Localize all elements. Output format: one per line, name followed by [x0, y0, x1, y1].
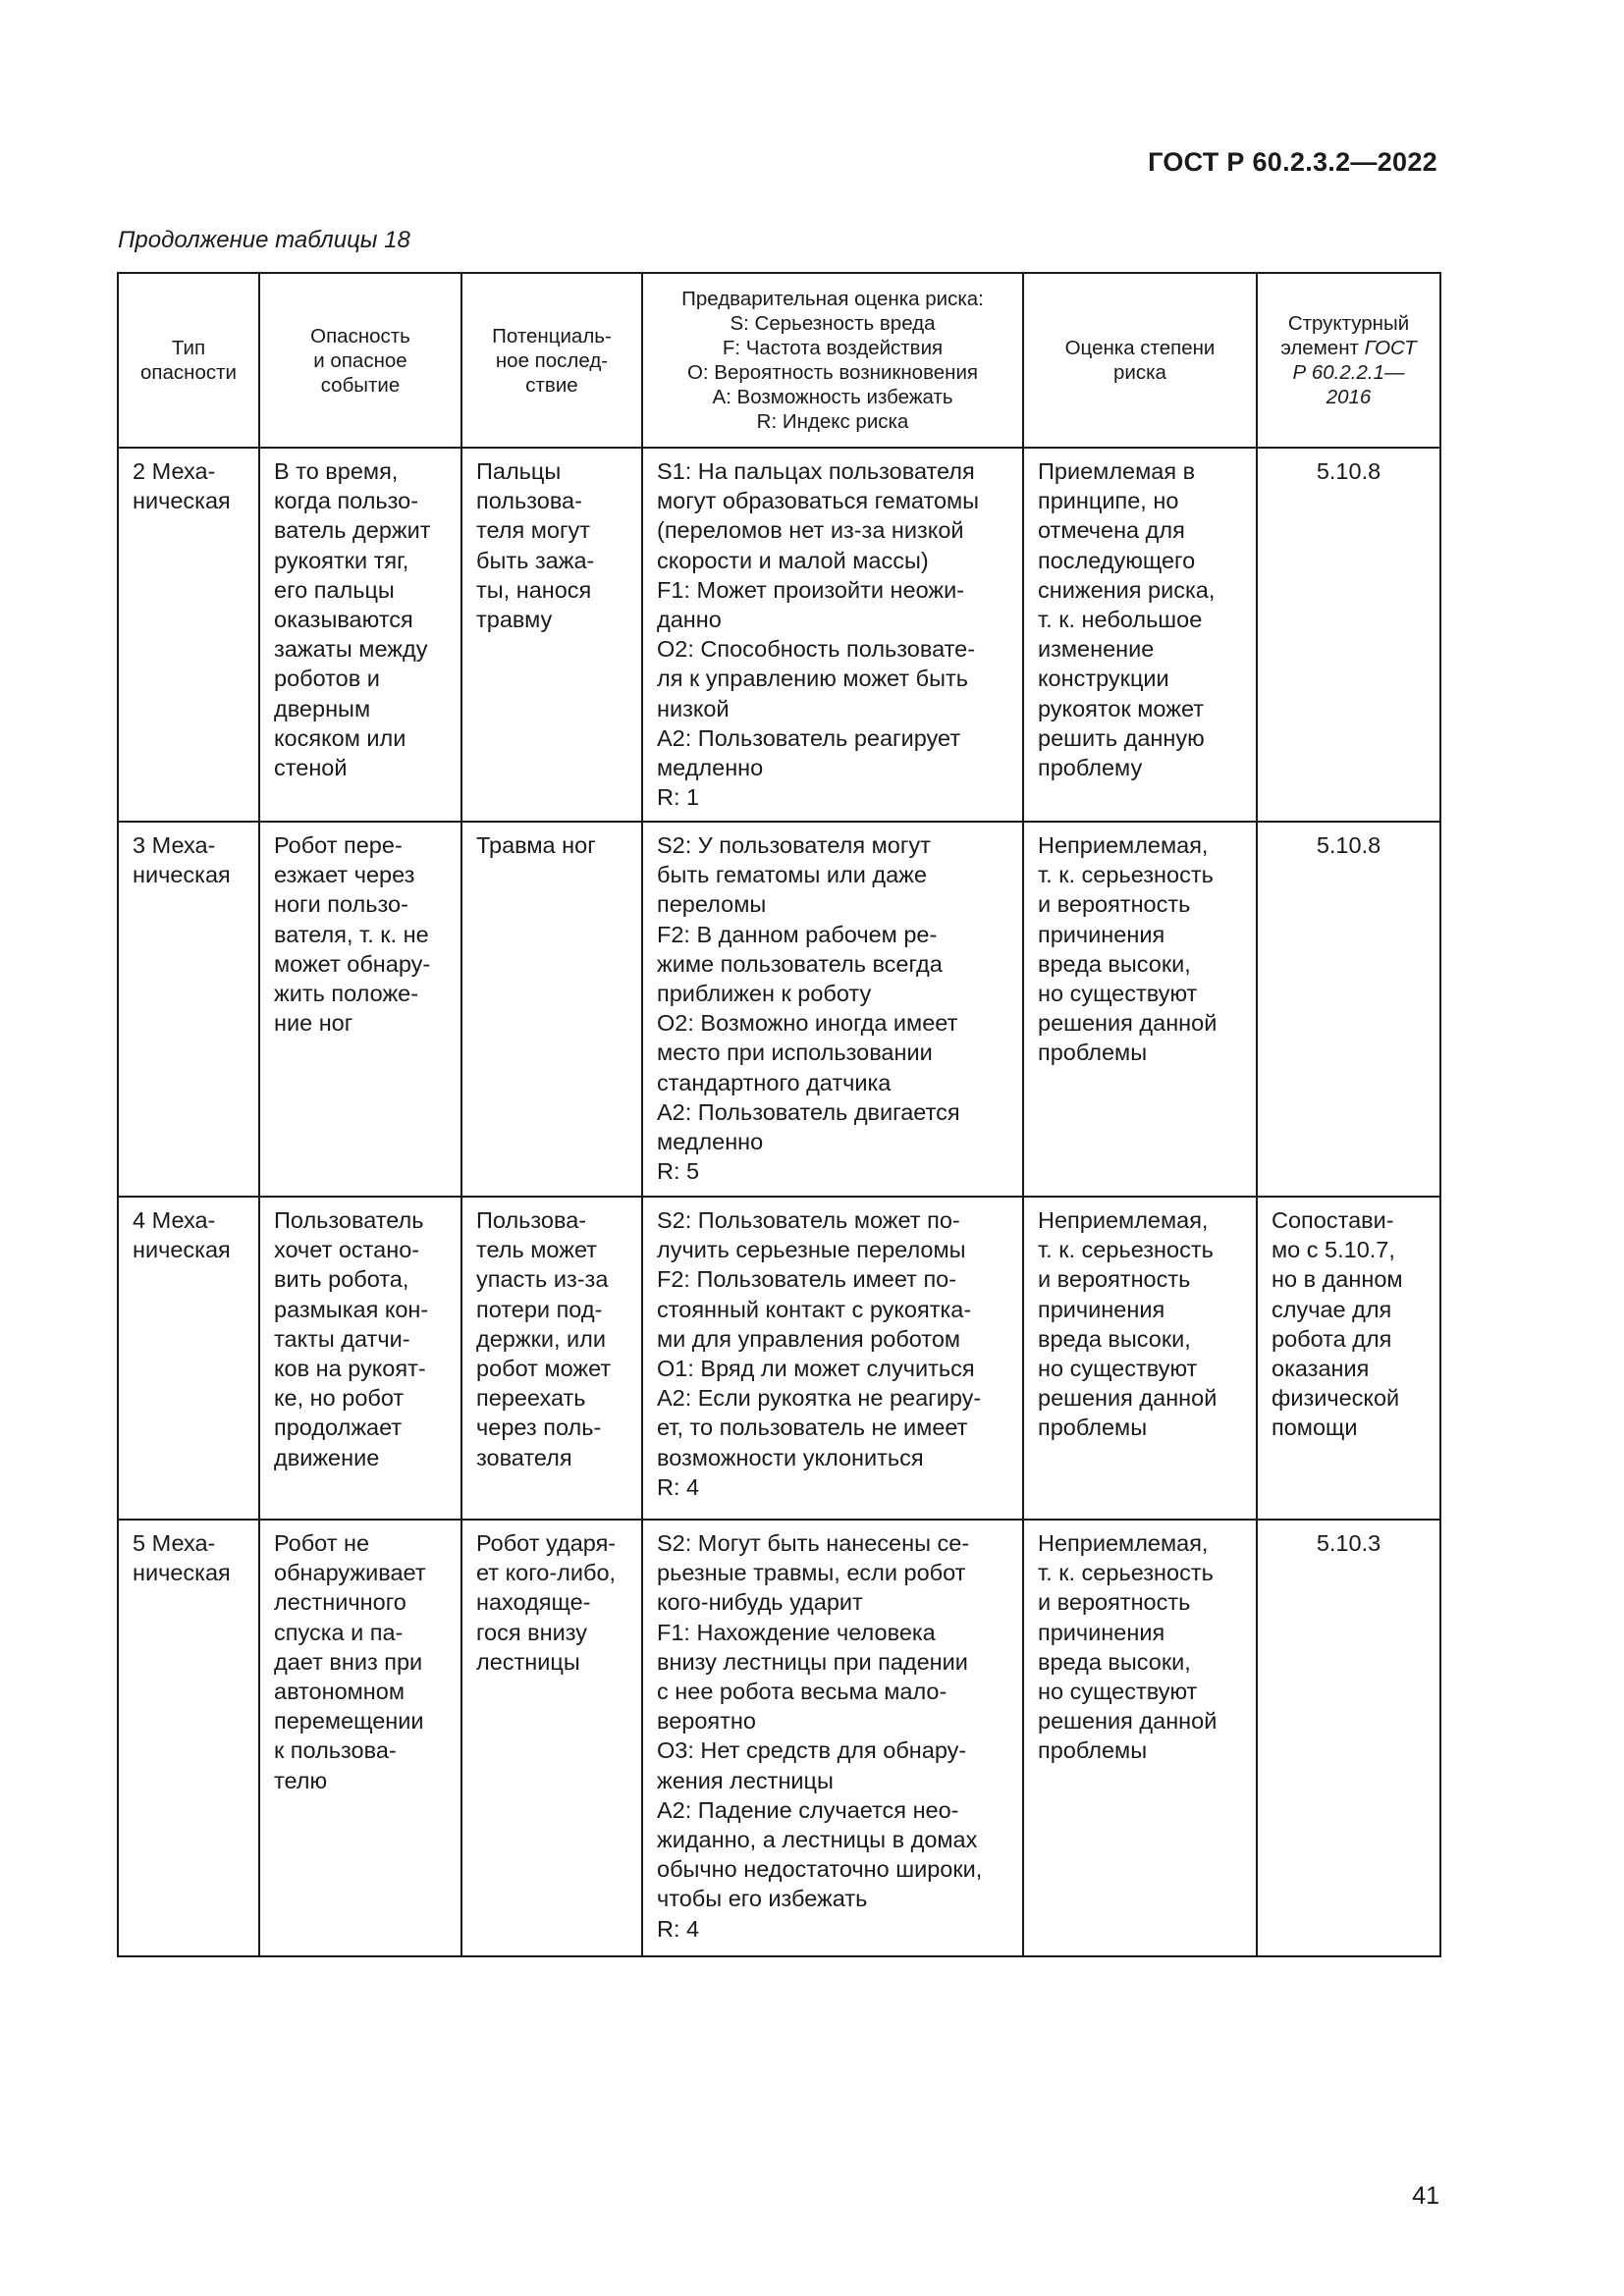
table-caption: Продолжение таблицы 18 [118, 227, 410, 253]
table-row [118, 1197, 1440, 1520]
cell-structural-element: 5.10.8 [1257, 822, 1440, 1197]
col-header-type: Тип опасности [118, 273, 259, 448]
col-header-consequence: Потенциаль- ное послед- ствие [461, 273, 642, 448]
col-header-risk-level: Оценка степени риска [1023, 273, 1257, 448]
cell-hazard-type: 2 Меха- ническая [118, 448, 259, 822]
cell-structural-element: 5.10.3 [1257, 1520, 1440, 1956]
cell-consequence: Робот ударя- ет кого-либо, находяще- гося внизу лестницы [461, 1520, 642, 1956]
page-number: 41 [1412, 2182, 1439, 2210]
cell-structural-element: Сопостави- мо с 5.10.7, но в данном случае для робота для оказания физической помощи [1257, 1197, 1440, 1520]
col-header-structural-element: Структурный элемент ГОСТ Р 60.2.2.1— 2016 [1257, 273, 1440, 448]
cell-hazard-type: 3 Меха- ническая [118, 822, 259, 1197]
cell-risk-assessment: S2: Пользователь может по- лучить серьезные переломы F2: Пользователь имеет по- стоянный контакт с рукоятка- ми для управления роботом O1: Вряд ли может случиться A2: Если рукоятка не реагиру- ет, то пользователь не имеет возможности уклониться R: 4 [642, 1197, 1023, 1520]
cell-hazard-event: Робот пере- езжает через ноги пользо- вателя, т. к. не может обнару- жить положе- ние ног [259, 822, 461, 1197]
table-row [118, 822, 1440, 1197]
col-header-assessment: Предварительная оценка риска: S: Серьезность вреда F: Частота воздействия O: Вероятность возникновения A: Возможность избежать R: Индекс риска [642, 273, 1023, 448]
cell-risk-level: Неприемлемая, т. к. серьезность и вероятность причинения вреда высоки, но существуют решения данной проблемы [1023, 1520, 1257, 1956]
cell-risk-level: Неприемлемая, т. к. серьезность и вероятность причинения вреда высоки, но существуют решения данной проблемы [1023, 1197, 1257, 1520]
cell-risk-assessment: S2: Могут быть нанесены се- рьезные травмы, если робот кого-нибудь ударит F1: Нахождение человека внизу лестницы при падении с нее робота весьма мало- вероятно O3: Нет средств для обнару- жения лестницы A2: Падение случается нео- жиданно, а лестницы в домах обычно недостаточно широки, чтобы его избежать R: 4 [642, 1520, 1023, 1956]
table-row [118, 448, 1440, 822]
cell-hazard-event: В то время, когда пользо- ватель держит рукоятки тяг, его пальцы оказываются зажаты между роботов и дверным косяком или стеной [259, 448, 461, 822]
cell-risk-assessment: S1: На пальцах пользователя могут образоваться гематомы (переломов нет из-за низкой скорости и малой массы) F1: Может произойти неожи- данно O2: Способность пользовате- ля к управлению может быть низкой A2: Пользователь реагирует медленно R: 1 [642, 448, 1023, 822]
table-row [118, 1520, 1440, 1956]
cell-risk-level: Неприемлемая, т. к. серьезность и вероятность причинения вреда высоки, но существуют решения данной проблемы [1023, 822, 1257, 1197]
cell-consequence: Пальцы пользова- теля могут быть зажа- ты, нанося травму [461, 448, 642, 822]
cell-consequence: Травма ног [461, 822, 642, 1197]
table-header-row [118, 273, 1440, 448]
cell-risk-assessment: S2: У пользователя могут быть гематомы или даже переломы F2: В данном рабочем ре- жиме пользователь всегда приближен к роботу O2: Возможно иногда имеет место при использовании стандартного датчика A2: Пользователь двигается медленно R: 5 [642, 822, 1023, 1197]
cell-structural-element: 5.10.8 [1257, 448, 1440, 822]
col-header-hazard: Опасность и опасное событие [259, 273, 461, 448]
document-code: ГОСТ Р 60.2.3.2—2022 [1148, 147, 1437, 177]
cell-hazard-event: Пользователь хочет остано- вить робота, размыкая кон- такты датчи- ков на рукоят- ке, но робот продолжает движение [259, 1197, 461, 1520]
risk-table [117, 272, 1441, 1957]
cell-hazard-type: 4 Меха- ническая [118, 1197, 259, 1520]
cell-hazard-type: 5 Меха- ническая [118, 1520, 259, 1956]
cell-risk-level: Приемлемая в принципе, но отмечена для последующего снижения риска, т. к. небольшое изменение конструкции рукояток может решить данную проблему [1023, 448, 1257, 822]
cell-consequence: Пользова- тель может упасть из-за потери под- держки, или робот может переехать через поль- зователя [461, 1197, 642, 1520]
cell-hazard-event: Робот не обнаруживает лестничного спуска и па- дает вниз при автономном перемещении к пользова- телю [259, 1520, 461, 1956]
